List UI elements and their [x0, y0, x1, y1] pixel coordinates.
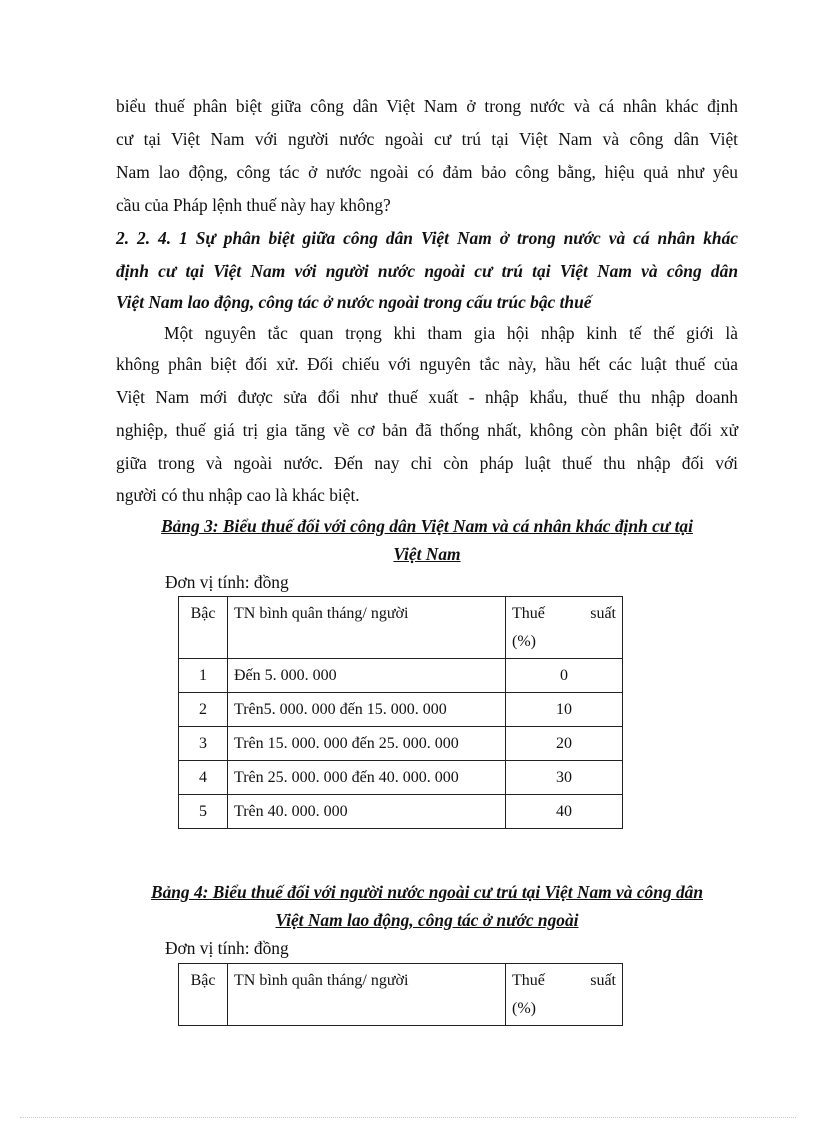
paragraph2-line-5: giữa trong và ngoài nước. Đến nay chỉ còn pháp luật thuế thu nhập đối với [116, 453, 738, 473]
table4-caption-line-2: Việt Nam lao động, công tác ở nước ngoài [275, 910, 579, 930]
paragraph1-line-4: cầu của Pháp lệnh thuế này hay không? [116, 195, 391, 215]
table3-row3-bac: 3 [179, 727, 228, 761]
paragraph2-line-6: người có thu nhập cao là khác biệt. [116, 485, 360, 505]
table4-caption-line-1: Bảng 4: Biểu thuế đối với người nước ngoài cư trú tại Việt Nam và công dân [150, 882, 704, 902]
table3-row1-rate: 0 [506, 659, 623, 693]
table3-header-income: TN bình quân tháng/ người [228, 597, 506, 659]
paragraph1-line-1: biểu thuế phân biệt giữa công dân Việt Nam ở trong nước và cá nhân khác định [116, 96, 738, 116]
page-bottom-divider [20, 1117, 796, 1118]
table3-header-rate-word2: suất [590, 605, 616, 622]
table3-row5-income: Trên 40. 000. 000 [228, 795, 506, 829]
table-row [179, 727, 623, 761]
table-row [179, 795, 623, 829]
table4-header-row [179, 964, 623, 1026]
paragraph2-line-1: Một nguyên tắc quan trọng khi tham gia hội nhập kinh tế thế giới là [164, 323, 738, 343]
table4-header-income: TN bình quân tháng/ người [228, 964, 506, 1026]
table-row [179, 659, 623, 693]
paragraph2-line-4: nghiệp, thuế giá trị gia tăng về cơ bản đã thống nhất, không còn phân biệt đối xử [116, 420, 738, 440]
table4-header-rate-pct: (%) [512, 1000, 536, 1017]
table3-row4-income: Trên 25. 000. 000 đến 40. 000. 000 [228, 761, 506, 795]
table3-row3-rate: 20 [506, 727, 623, 761]
table3-row1-income: Đến 5. 000. 000 [228, 659, 506, 693]
table3-header-bac: Bậc [179, 597, 228, 659]
table4-header-rate-word2: suất [590, 972, 616, 989]
paragraph1-line-2: cư tại Việt Nam với người nước ngoài cư trú tại Việt Nam và công dân Việt [116, 129, 738, 149]
section-heading-line-1: 2. 2. 4. 1 Sự phân biệt giữa công dân Việt Nam ở trong nước và cá nhân khác [116, 228, 738, 248]
paragraph1-line-3: Nam lao động, công tác ở nước ngoài có đảm bảo công bằng, hiệu quả như yêu [116, 162, 738, 182]
table3-row5-bac: 5 [179, 795, 228, 829]
table3-row2-income: Trên5. 000. 000 đến 15. 000. 000 [228, 693, 506, 727]
table4-header-bac: Bậc [179, 964, 228, 1026]
table3-row5-rate: 40 [506, 795, 623, 829]
table3-row2-rate: 10 [506, 693, 623, 727]
table4 [178, 963, 623, 1026]
table3-caption-line-1: Bảng 3: Biểu thuế đối với công dân Việt Nam và cá nhân khác định cư tại [161, 516, 693, 536]
table-row [179, 693, 623, 727]
table3-header-rate [506, 597, 623, 659]
table3-unit: Đơn vị tính: đồng [165, 572, 289, 592]
table3-header-rate-pct: (%) [512, 633, 536, 650]
table-row [179, 761, 623, 795]
section-heading-line-3: Việt Nam lao động, công tác ở nước ngoài trong cấu trúc bậc thuế [116, 292, 592, 312]
table3-row3-income: Trên 15. 000. 000 đến 25. 000. 000 [228, 727, 506, 761]
table3 [178, 596, 623, 829]
table3-caption-line-2: Việt Nam [393, 544, 461, 564]
table4-header-rate [506, 964, 623, 1026]
table3-row4-rate: 30 [506, 761, 623, 795]
table4-header-rate-word1: Thuế [512, 972, 545, 989]
table3-row2-bac: 2 [179, 693, 228, 727]
section-heading-line-2: định cư tại Việt Nam với người nước ngoài cư trú tại Việt Nam và công dân [116, 261, 738, 281]
table3-row4-bac: 4 [179, 761, 228, 795]
table4-unit: Đơn vị tính: đồng [165, 938, 289, 958]
table3-header-row [179, 597, 623, 659]
paragraph2-line-2: không phân biệt đối xử. Đối chiếu với nguyên tắc này, hầu hết các luật thuế của [116, 354, 738, 374]
table3-header-rate-word1: Thuế [512, 605, 545, 622]
table3-row1-bac: 1 [179, 659, 228, 693]
paragraph2-line-3: Việt Nam mới được sửa đổi như thuế xuất - nhập khẩu, thuế thu nhập doanh [116, 387, 738, 407]
